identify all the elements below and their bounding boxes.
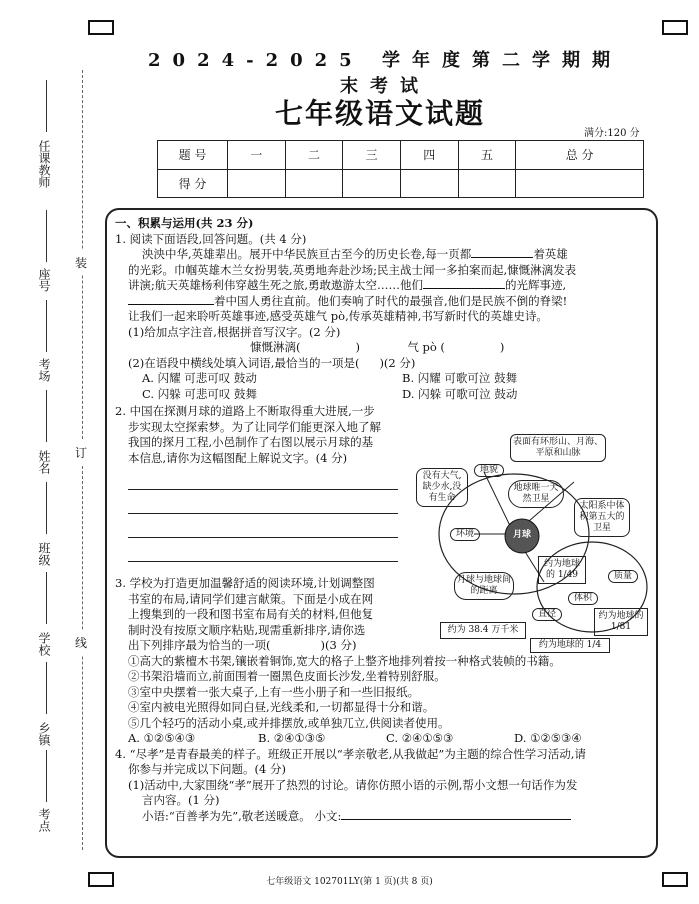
mindmap-node: 质量 — [608, 570, 638, 583]
q1-passage-line: 让我们一起来聆听英雄事迹,感受英雄气 pò,传承英雄精神,书写新时代的英雄史诗。 — [128, 309, 548, 323]
q3-item: ②书架沿墙而立,前面围着一圈黑色皮面长沙发,坐着特别舒服。 — [128, 669, 446, 683]
side-label-room: 考场 — [37, 358, 51, 382]
mindmap-node: 约为地球的 1/49 — [538, 556, 586, 584]
score-cell[interactable] — [228, 169, 286, 198]
q2-answer-line[interactable] — [128, 514, 398, 538]
mindmap-node: 环境 — [450, 528, 480, 541]
q3-item: ③室中央摆着一张大桌子,上有一些小册子和一些旧报纸。 — [128, 684, 420, 699]
mindmap-node: 表面有环形山、月海、平原和山脉 — [510, 434, 606, 462]
mindmap-center: 月球 — [512, 530, 531, 540]
section-heading: 一、积累与运用(共 23 分) — [115, 216, 254, 230]
mindmap-node: 直径 — [532, 608, 562, 621]
score-header-cell: 一 — [228, 141, 286, 170]
binding-char-zhuang: 装 — [75, 250, 87, 275]
score-cell[interactable] — [516, 169, 644, 198]
binding-char-ding: 订 — [75, 440, 87, 465]
mindmap-node: 没有大气,缺少水,没有生命 — [416, 468, 468, 507]
q1-intro: 1. 阅读下面语段,回答问题。(共 4 分) — [115, 231, 307, 246]
score-cell[interactable] — [343, 169, 401, 198]
full-score: 满分:120 分 — [584, 128, 640, 139]
q4-sub1-line: (1)活动中,大家围绕“孝”展开了热烈的讨论。请你仿照小语的示例,帮小文想一句话作为发 — [128, 777, 578, 792]
q1-passage-line: 泱泱中华,英雄辈出。展开中华民族亘古至今的历史长卷,每一页都 着英雄 — [142, 247, 568, 261]
q1-option-c[interactable]: C. 闪躲 可悲可叹 鼓舞 — [142, 386, 258, 401]
q3-item: ①高大的紫檀木书架,镶嵌着铜饰,宽大的格子上整齐地排列着按一种格式装帧的书籍。 — [128, 653, 561, 668]
side-label-venue: 考点 — [37, 808, 51, 832]
score-table — [157, 140, 644, 198]
q1-passage-line: 讲演;航天英雄杨利伟穿越生死之旅,勇敢遨游太空……他们 的光辉事迹, — [128, 278, 567, 292]
q1-option-d[interactable]: D. 闪躲 可歌可泣 鼓动 — [402, 386, 518, 401]
score-header-cell: 三 — [343, 141, 401, 170]
q1-blank-2[interactable] — [423, 288, 505, 289]
q1-passage-line: 的光彩。巾帼英雄木兰女扮男装,英勇地奔赴沙场;民主战士闻一多拍案而起,慷慨淋漓发表 — [128, 262, 577, 277]
mindmap-node: 太阳系中体积第五大的卫星 — [574, 498, 630, 537]
q2-line: 2. 中国在探测月球的道路上不断取得重大进展,一步 — [115, 404, 375, 418]
score-cell[interactable] — [458, 169, 516, 198]
score-row-label: 得 分 — [158, 169, 228, 198]
mindmap-node: 约为地球的 1/4 — [530, 638, 610, 653]
mindmap-node: 地貌 — [474, 464, 504, 477]
q1-option-b[interactable]: B. 闪耀 可歌可泣 鼓舞 — [402, 371, 518, 385]
q3-option-a[interactable]: A. ①②⑤④③ — [128, 731, 196, 745]
q3-item: ④室内被电光照得如同白昼,光线柔和,一切都显得十分和谐。 — [128, 700, 435, 714]
q1-sub1: (1)给加点字注音,根据拼音写汉字。(2 分) — [128, 324, 341, 339]
mindmap-node: 约为地球的 1/81 — [594, 608, 648, 636]
q1-sub2: (2)在语段中横线处填入词语,最恰当的一项是( )(2 分) — [128, 355, 416, 370]
q1-blank-1[interactable] — [471, 257, 533, 258]
q4-line: 你参与并完成以下问题。(4 分) — [128, 762, 286, 776]
q1-option-a[interactable]: A. 闪耀 可悲可叹 鼓动 — [142, 371, 257, 385]
side-label-class: 班级 — [37, 542, 51, 566]
moon-mindmap — [414, 432, 654, 654]
score-header-cell: 二 — [285, 141, 343, 170]
q3-line: 3. 学校为打造更加温馨舒适的阅读环境,计划调整图 — [115, 576, 375, 590]
q3-option-d[interactable]: D. ①②⑤③④ — [514, 731, 582, 745]
score-header-cell: 总 分 — [516, 141, 644, 170]
q3-line: 出下列排序最为恰当的一项( )(3 分) — [128, 638, 357, 652]
score-cell[interactable] — [285, 169, 343, 198]
q3-option-c[interactable]: C. ②④①⑤③ — [386, 731, 454, 745]
q3-line: 制时没有按原文顺序粘贴,现需重新排序,请你选 — [128, 622, 366, 637]
q4-example-row: 小语:“百善孝为先”,敬老送暖意。 小文: — [115, 809, 650, 825]
side-label-name: 姓名 — [37, 450, 51, 474]
q3-options-row — [115, 731, 650, 747]
q3-line: 上搜集到的一段和图书室布局有关的材料,但他复 — [128, 607, 374, 621]
binding-strip — [0, 0, 110, 904]
q1-options-row — [115, 371, 650, 387]
q4-sub1-line: 言内容。(1 分) — [142, 793, 220, 807]
page-title: 七年级语文试题 — [274, 97, 485, 130]
mindmap-node: 体积 — [568, 592, 598, 605]
q1-blank-3[interactable] — [128, 304, 214, 305]
side-label-teacher: 任课教师 — [37, 140, 51, 188]
q2-answer-line[interactable] — [128, 466, 398, 490]
q3-option-b[interactable]: B. ②④①③⑤ — [258, 731, 326, 745]
score-header-cell: 题 号 — [158, 141, 228, 170]
mindmap-node: 月球与地球间的距离 — [454, 572, 514, 600]
q2-line: 步实现太空探索梦。为了让同学们能更深入地了解 — [128, 419, 381, 434]
q1-passage-line: 着中国人勇往直前。他们奏响了时代的最强音,他们是民族不倒的脊梁! — [115, 294, 650, 310]
side-label-town: 乡镇 — [37, 722, 51, 746]
q2-line: 本信息,请你为这幅图配上解说文字。(4 分) — [128, 450, 348, 465]
score-header-cell: 五 — [458, 141, 516, 170]
binding-char-xian: 线 — [75, 630, 87, 655]
score-header-cell: 四 — [400, 141, 458, 170]
score-cell[interactable] — [400, 169, 458, 198]
side-label-school: 学校 — [37, 632, 51, 656]
q2-answer-line[interactable] — [128, 538, 398, 562]
q1-pinyin-row: 慷慨淋漓( ) 气 pò ( ) — [250, 340, 505, 354]
registration-mark-top-right — [662, 20, 688, 35]
page-footer: 七年级语文 102701LY(第 1 页)(共 8 页) — [266, 877, 433, 887]
q2-line: 我国的探月工程,小邑制作了右图以展示月球的基 — [128, 435, 374, 449]
q3-line: 书室的布局,请同学们建言献策。下面是小成在网 — [128, 591, 374, 606]
q4-answer-blank[interactable] — [341, 819, 571, 820]
side-label-seat: 座号 — [37, 268, 51, 292]
q1-options-row — [115, 387, 650, 403]
q3-item: ⑤几个轻巧的活动小桌,或并排摆放,或单独兀立,供阅读者使用。 — [128, 715, 450, 730]
q4-line: 4. “尽孝”是青春最美的样子。班级正开展以“孝亲敬老,从我做起”为主题的综合性学习活动,请 — [115, 746, 586, 761]
exam-line: 2024-2025 学年度第二学期期末考试 — [148, 50, 622, 97]
mindmap-node: 地球唯一天然卫星 — [508, 480, 564, 508]
mindmap-node: 约为 38.4 万千米 — [440, 622, 526, 639]
q2-answer-line[interactable] — [128, 490, 398, 514]
